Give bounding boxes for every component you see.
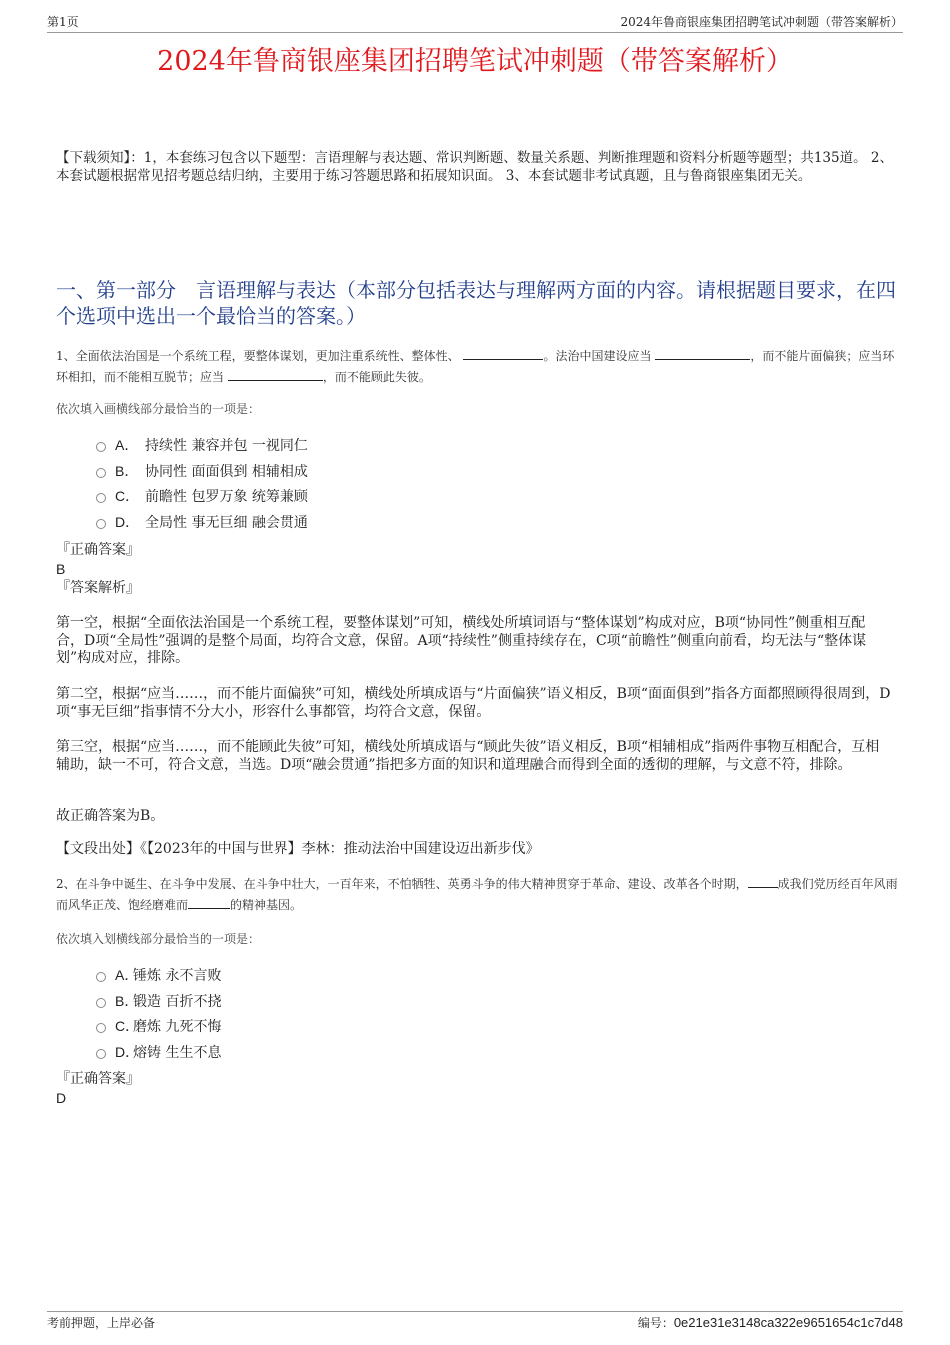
section-heading: 一、第一部分 言语理解与表达（本部分包括表达与理解两方面的内容。请根据题目要求，在四个选项中选出一个最恰当的答案。）: [56, 278, 896, 328]
option-d[interactable]: D．熔铸 生生不息: [96, 1040, 221, 1066]
question-1-source: 【文段出处】《【2023年的中国与世界】李林：推动法治中国建设迈出新步伐》: [56, 841, 540, 857]
question-1-options: [96, 433, 308, 535]
page-title: 2024年鲁商银座集团招聘笔试冲刺题（带答案解析）: [157, 46, 793, 77]
question-1-stem: 1、全面依法治国是一个系统工程，要整体谋划，更加注重系统性、整体性、 。法治中国建设应当 ，而不能片面偏狭；应当环环相扣，而不能相互脱节；应当 ，而不能顾此失彼。: [56, 346, 901, 388]
analysis-paragraph-1: 第一空，根据“全面依法治国是一个系统工程，要整体谋划”可知，横线处所填词语与“整体谋划”构成对应，B项“协同性”侧重相互配合，D项“全局性”强调的是整个局面，均符合文意，保留。A项“持续性”侧重持续存在，C项“前瞻性”侧重向前看，均无法与“整体谋划”构成对应，排除。: [56, 615, 867, 666]
analysis-label: 『答案解析』: [56, 580, 140, 596]
document-code: 编号：0e21e31e3148ca322e9651654c1c7d48: [637, 1315, 903, 1330]
question-2-stem: 2、在斗争中诞生、在斗争中发展、在斗争中壮大，一百年来，不怕牺牲、英勇斗争的伟大精神贯穿于革命、建设、改革各个时期， 成我们党历经百年风雨而风华正茂、饱经磨难而 的精神基因。: [56, 874, 901, 916]
page-header: [47, 14, 903, 33]
page-number: 第1页: [47, 15, 79, 29]
option-c[interactable]: C． 前瞻性 包罗万象 统筹兼顾: [96, 484, 308, 510]
radio-button-icon[interactable]: [96, 1023, 106, 1033]
radio-button-icon[interactable]: [96, 468, 106, 478]
radio-button-icon[interactable]: [96, 519, 106, 529]
radio-button-icon[interactable]: [96, 493, 106, 503]
option-d[interactable]: D． 全局性 事无巨细 融会贯通: [96, 510, 308, 536]
radio-button-icon[interactable]: [96, 1049, 106, 1059]
page-footer: [47, 1311, 903, 1330]
question-2-answer-block: [56, 1070, 140, 1108]
radio-button-icon[interactable]: [96, 972, 106, 982]
option-b[interactable]: B． 协同性 面面俱到 相辅相成: [96, 459, 308, 485]
question-1-answer-block: [56, 541, 140, 598]
answer-label: 『正确答案』: [56, 1071, 140, 1087]
option-a[interactable]: A．锤炼 永不言败: [96, 963, 221, 989]
option-b[interactable]: B．锻造 百折不挠: [96, 989, 221, 1015]
question-2-prompt: 依次填入划横线部分最恰当的一项是：: [56, 932, 261, 946]
correct-answer: D: [56, 1090, 67, 1106]
analysis-paragraph-3: 第三空，根据“应当……，而不能顾此失彼”可知，横线处所填成语与“顾此失彼”语义相反，B项“相辅相成”指两件事物互相配合，互相辅助，缺一不可，符合文意，当选。D项“融会贯通”指把多方面的知识和道理融合而得到全面的透彻的理解，与文意不符，排除。: [56, 739, 880, 773]
blank-1: [748, 874, 778, 888]
question-1-prompt: 依次填入画横线部分最恰当的一项是：: [56, 402, 261, 416]
option-c[interactable]: C．磨炼 九死不悔: [96, 1014, 221, 1040]
analysis-paragraph-2: 第二空，根据“应当……，而不能片面偏狭”可知，横线处所填成语与“片面偏狭”语义相反，B项“面面俱到”指各方面都照顾得很周到，D项“事无巨细”指事情不分大小，形容什么事都管，均符合文意，保留。: [56, 686, 891, 720]
download-notice: 【下载须知】：1，本套练习包含以下题型：言语理解与表达题、常识判断题、数量关系题、判断推理题和资料分析题等题型；共135道。 2、本套试题根据常见招考题总结归纳，主要用于练习答题思路和拓展知识面。 3、本套试题非考试真题，且与鲁商银座集团无关。: [56, 150, 893, 184]
option-a[interactable]: A． 持续性 兼容并包 一视同仁: [96, 433, 308, 459]
analysis-conclusion: 故正确答案为B。: [56, 808, 165, 824]
blank-2: [655, 346, 750, 360]
radio-button-icon[interactable]: [96, 442, 106, 452]
header-doc-title: 2024年鲁商银座集团招聘笔试冲刺题（带答案解析）: [620, 15, 903, 29]
blank-3: [228, 367, 323, 381]
correct-answer: B: [56, 561, 66, 577]
radio-button-icon[interactable]: [96, 998, 106, 1008]
blank-2: [188, 895, 230, 909]
question-2-options: [96, 963, 221, 1065]
blank-1: [463, 346, 543, 360]
answer-label: 『正确答案』: [56, 542, 140, 558]
footer-slogan: 考前押题，上岸必备: [47, 1316, 156, 1330]
